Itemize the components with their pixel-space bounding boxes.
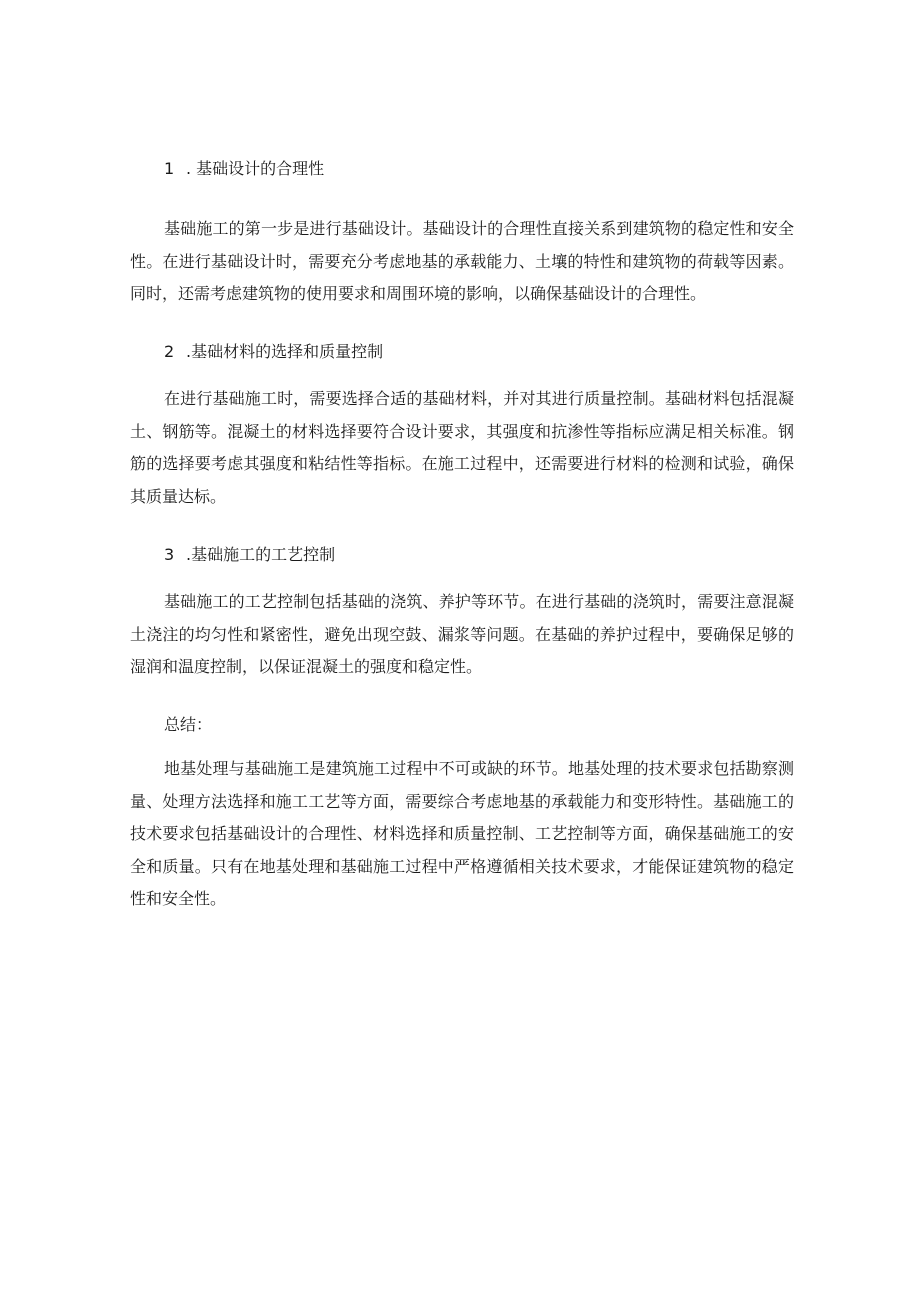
section-2-number: 2 <box>164 342 175 361</box>
section-3-body: 基础施工的工艺控制包括基础的浇筑、养护等环节。在进行基础的浇筑时，需要注意混凝土浇注的均匀性和紧密性，避免出现空鼓、漏浆等问题。在基础的养护过程中，要确保足够的湿润和温度控制，以保证混凝土的强度和稳定性。 <box>130 592 794 676</box>
summary-label: 总结： <box>164 715 213 734</box>
section-3-number: 3 <box>164 545 175 564</box>
section-3-heading <box>164 544 335 566</box>
section-3-title: .基础施工的工艺控制 <box>186 545 336 564</box>
summary-body: 地基处理与基础施工是建筑施工过程中不可或缺的环节。地基处理的技术要求包括勘察测量、处理方法选择和施工工艺等方面，需要综合考虑地基的承载能力和变形特性。基础施工的技术要求包括基础设计的合理性、材料选择和质量控制、工艺控制等方面，确保基础施工的安全和质量。只有在地基处理和基础施工过程中严格遵循相关技术要求，才能保证建筑物的稳定性和安全性。 <box>130 759 794 908</box>
section-2-title: .基础材料的选择和质量控制 <box>186 342 384 361</box>
section-1-heading <box>164 158 324 180</box>
section-1-body: 基础施工的第一步是进行基础设计。基础设计的合理性直接关系到建筑物的稳定性和安全性。在进行基础设计时，需要充分考虑地基的承载能力、土壤的特性和建筑物的荷载等因素。同时，还需考虑建筑物的使用要求和周围环境的影响，以确保基础设计的合理性。 <box>130 219 794 303</box>
section-2-body: 在进行基础施工时，需要选择合适的基础材料，并对其进行质量控制。基础材料包括混凝土、钢筋等。混凝土的材料选择要符合设计要求，其强度和抗渗性等指标应满足相关标准。钢筋的选择要考虑其强度和粘结性等指标。在施工过程中，还需要进行材料的检测和试验，确保其质量达标。 <box>130 389 794 506</box>
section-2-heading <box>164 341 383 363</box>
section-1-title: . 基础设计的合理性 <box>186 159 325 178</box>
section-1-number: 1 <box>164 159 175 178</box>
